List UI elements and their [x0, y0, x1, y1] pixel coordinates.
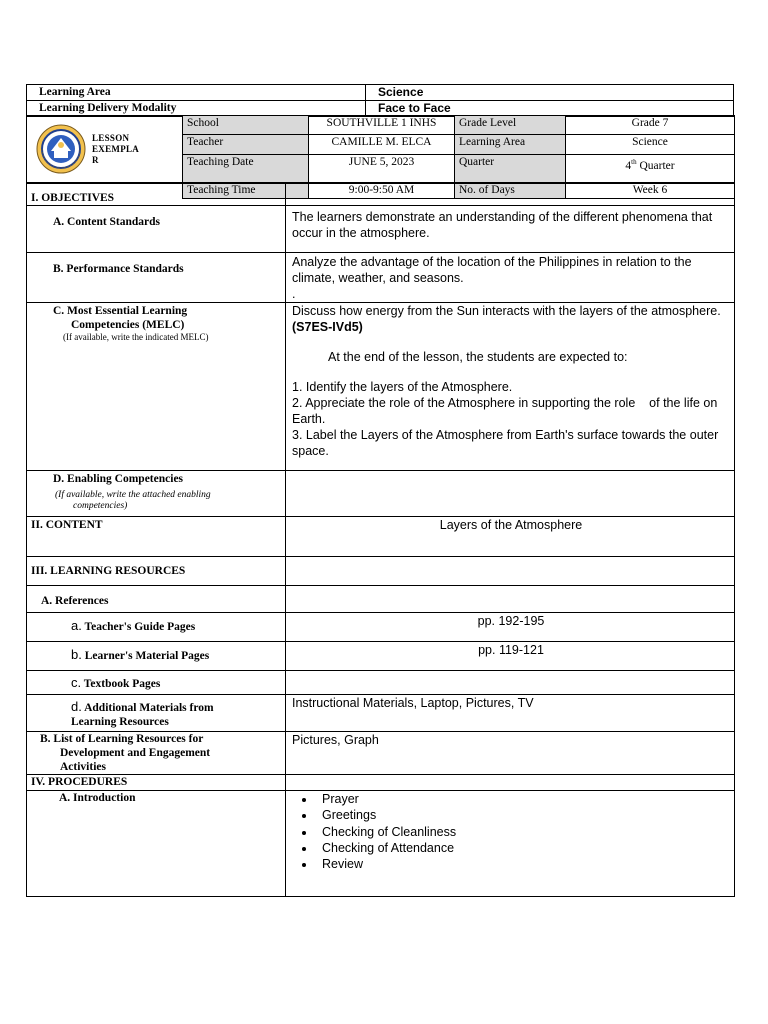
- learners-material-value: pp. 119-121: [286, 642, 735, 671]
- grade-level-label: Grade Level: [455, 116, 566, 135]
- teaching-date-value: JUNE 5, 2023: [309, 154, 455, 182]
- objectives-heading: I. OBJECTIVES: [27, 184, 286, 206]
- enabling-competencies-value: [286, 471, 735, 517]
- performance-standards-cell: [286, 253, 735, 303]
- objective-1: 1. Identify the layers of the Atmosphere.: [292, 380, 513, 394]
- no-of-days-value: Week 6: [566, 183, 735, 199]
- textbook-label: Textbook Pages: [83, 678, 161, 690]
- teacher-value: CAMILLE M. ELCA: [309, 135, 455, 154]
- melc-label-2: Competencies (MELC): [71, 319, 185, 331]
- lesson-exemplar-title: LESSON EXEMPLA R: [92, 132, 140, 165]
- school-label: School: [183, 116, 309, 135]
- melc-code: (S7ES-IVd5): [292, 320, 363, 334]
- textbook-value: [286, 671, 735, 695]
- school-value: SOUTHVILLE 1 INHS: [309, 116, 455, 135]
- additional-materials-cell: [27, 695, 286, 732]
- melc-label-1: C. Most Essential Learning: [53, 305, 188, 317]
- teaching-time-value: 9:00-9:50 AM: [309, 183, 455, 199]
- list-item: • Checking of Cleanliness: [316, 824, 730, 840]
- quarter-value: 4th Quarter: [566, 154, 735, 182]
- learners-material-cell: [27, 642, 286, 671]
- references-right: [286, 586, 735, 613]
- grade-level-value: Grade 7: [566, 116, 735, 135]
- introduction-label: A. Introduction: [59, 792, 136, 804]
- performance-dot: .: [292, 287, 296, 301]
- list-resources-cell: [27, 732, 286, 775]
- list-item: • Review: [316, 856, 730, 872]
- list-resources-value: Pictures, Graph: [286, 732, 735, 775]
- learners-material-label: Learner's Material Pages: [84, 650, 210, 662]
- modality-value: Face to Face: [366, 101, 734, 117]
- references-label: A. References: [41, 595, 109, 607]
- melc-cell: [286, 303, 735, 471]
- additional-materials-label-2: Learning Resources: [71, 716, 169, 728]
- modality-label: Learning Delivery Modality: [27, 101, 366, 117]
- teachers-guide-letter: a.: [71, 618, 82, 633]
- list-resources-label-3: Activities: [60, 761, 106, 773]
- list-resources-label-2: Development and Engagement: [60, 747, 211, 759]
- learners-material-letter: b.: [71, 647, 82, 662]
- content-value: Layers of the Atmosphere: [286, 517, 735, 557]
- additional-materials-label-1: Additional Materials from: [84, 702, 214, 714]
- teaching-date-label: Teaching Date: [183, 154, 309, 182]
- info-learning-area-value: Science: [566, 135, 735, 154]
- teachers-guide-value: pp. 192-195: [286, 613, 735, 642]
- content-standards-value: The learners demonstrate an understanding of the different phenomena that occur in the atmosphere.: [286, 206, 735, 253]
- introduction-cell: [286, 791, 735, 897]
- enabling-note-1: (If available, write the attached enabling: [55, 490, 211, 500]
- performance-standards-label: B. Performance Standards: [53, 263, 184, 275]
- textbook-cell: [27, 671, 286, 695]
- melc-note: (If available, write the indicated MELC): [63, 332, 209, 342]
- teachers-guide-cell: [27, 613, 286, 642]
- enabling-label-cell: [27, 471, 286, 517]
- objective-3: 3. Label the Layers of the Atmosphere from Earth's surface towards the outer space.: [292, 428, 719, 458]
- logo-cell: [27, 116, 183, 183]
- list-item: • Prayer: [316, 791, 730, 807]
- teaching-time-label: Teaching Time: [183, 183, 309, 199]
- procedures-heading: IV. PROCEDURES: [27, 775, 286, 791]
- learning-area-label: Learning Area: [27, 85, 366, 101]
- enabling-competencies-label: D. Enabling Competencies: [53, 473, 184, 485]
- lesson-plan-table: [26, 183, 735, 897]
- textbook-letter: c.: [71, 675, 82, 690]
- content-heading: II. CONTENT: [27, 517, 286, 557]
- introduction-list: [292, 791, 730, 872]
- teachers-guide-label: Teacher's Guide Pages: [84, 621, 196, 633]
- header-table: [26, 84, 734, 117]
- list-item: • Greetings: [316, 807, 730, 823]
- objective-2: 2. Appreciate the role of the Atmosphere in supporting the role of the life on Earth.: [292, 396, 721, 426]
- content-standards-label: A. Content Standards: [53, 216, 161, 228]
- deped-seal-icon: [36, 124, 86, 174]
- learning-resources-heading: III. LEARNING RESOURCES: [27, 557, 286, 586]
- procedures-right: [286, 775, 735, 791]
- info-learning-area-label: Learning Area: [455, 135, 566, 154]
- list-item: • Checking of Attendance: [316, 840, 730, 856]
- list-resources-label-1: B. List of Learning Resources for: [40, 733, 204, 745]
- expectation-text: At the end of the lesson, the students are expected to:: [328, 350, 628, 364]
- additional-materials-value: Instructional Materials, Laptop, Pictures, TV: [286, 695, 735, 732]
- melc-text: Discuss how energy from the Sun interacts with the layers of the atmosphere.: [292, 304, 721, 318]
- quarter-label: Quarter: [455, 154, 566, 182]
- learning-resources-right: [286, 557, 735, 586]
- no-of-days-label: No. of Days: [455, 183, 566, 199]
- teacher-label: Teacher: [183, 135, 309, 154]
- learning-area-value: Science: [366, 85, 734, 101]
- additional-materials-letter: d.: [71, 699, 82, 714]
- objectives-heading-right: [286, 184, 735, 206]
- enabling-note-2: competencies): [73, 501, 128, 511]
- melc-label-cell: [27, 303, 286, 471]
- performance-standards-value: Analyze the advantage of the location of the Philippines in relation to the climate, weather, and seasons.: [292, 255, 692, 285]
